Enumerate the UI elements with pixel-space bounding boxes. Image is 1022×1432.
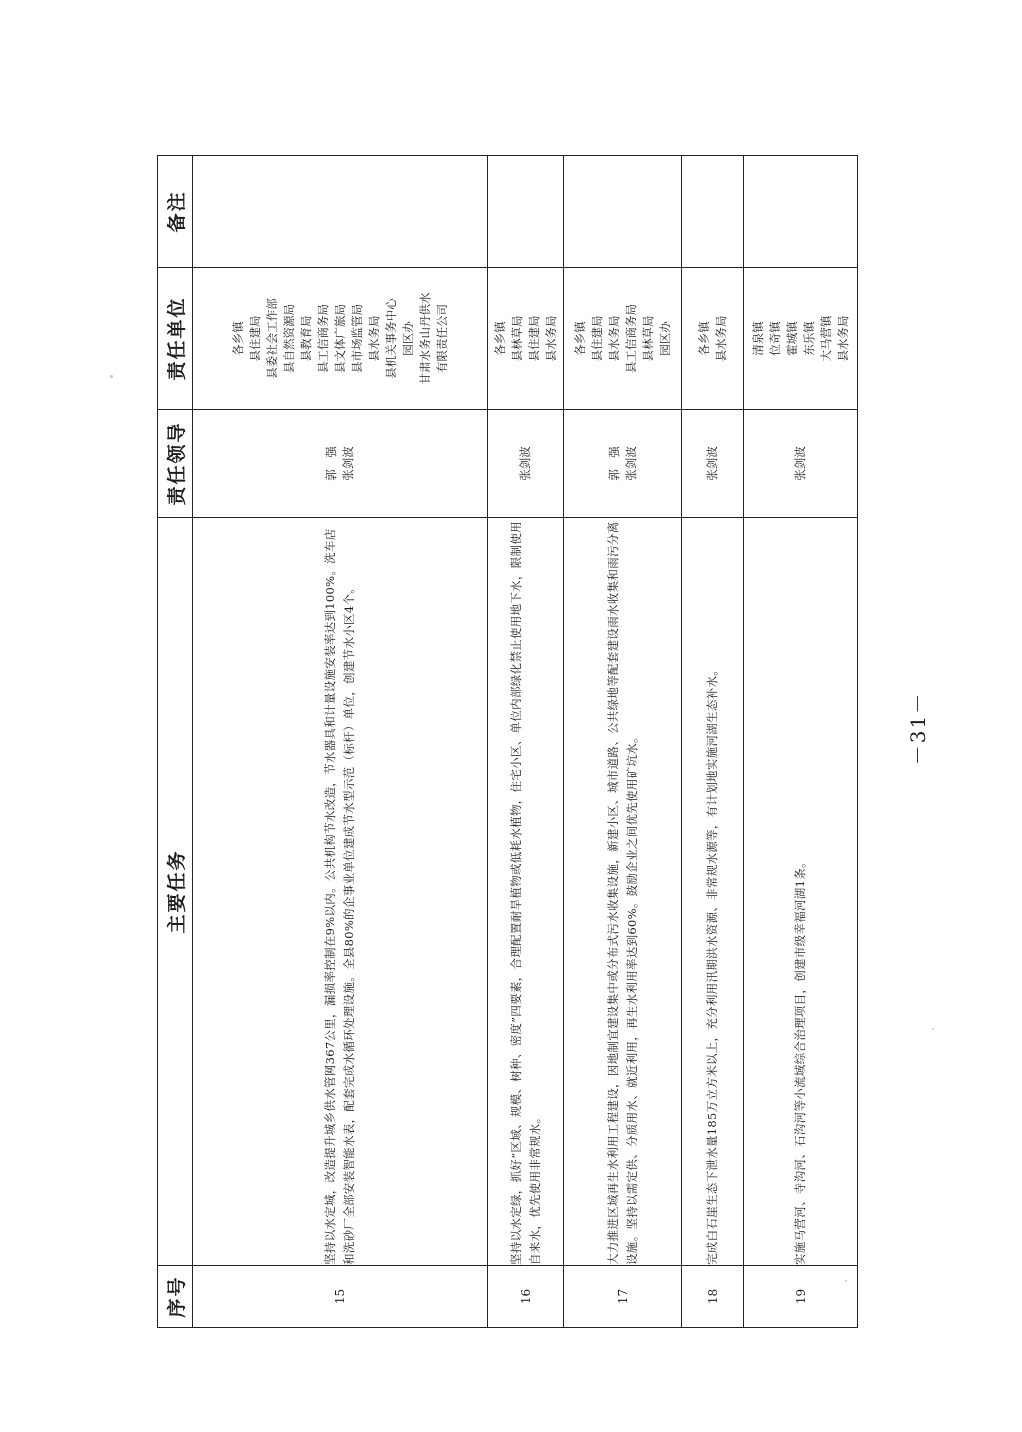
- unit-name: 各乡镇: [696, 321, 711, 356]
- row-note: [193, 156, 488, 268]
- unit-name: 县自然资源局: [281, 304, 296, 373]
- unit-name: 县住建局: [526, 315, 541, 362]
- unit-name: 县机关事务中心: [383, 298, 398, 379]
- row-task: 坚持以水定绿，抓好“区域、规模、树种、密度”四要素，合理配置耐旱植物或低耗水植物，住宅小区、单位内部绿化禁止使用地下水，限制使用自来水，优先使用非常规水。: [488, 518, 564, 1266]
- row-units: [564, 268, 682, 410]
- unit-name: 霍城镇: [784, 321, 799, 356]
- leader-name: 张剑波: [793, 446, 807, 481]
- row-leaders: [193, 410, 488, 518]
- header-seq: 序号: [158, 1266, 193, 1328]
- table-header-row: [158, 156, 193, 1328]
- row-units: [488, 268, 564, 410]
- row-seq: 17: [564, 1266, 682, 1328]
- row-task: 大力推进区域再生水利用工程建设，因地制宜建设集中或分布式污水收集设施，新建小区、城市道路、公共绿地等配套建设雨水收集和雨污分离设施。坚持以需定供、分质用水、就近利用，再生水利用率达到60%。鼓励企业之间优先使用矿坑水。: [564, 518, 682, 1266]
- leader-name: 郭 强: [324, 446, 338, 481]
- header-note: 备注: [158, 156, 193, 268]
- row-leaders: [744, 410, 858, 518]
- row-note: [488, 156, 564, 268]
- row-note: [682, 156, 744, 268]
- table-row: [193, 156, 488, 1328]
- scan-speck: [845, 1280, 847, 1282]
- row-task: 完成白石崖生态下泄水量185万立方米以上，充分利用汛期洪水资源、非常规水源等，有计划地实施河湖生态补水。: [682, 518, 744, 1266]
- header-leader: 责任领导: [158, 410, 193, 518]
- page-number: －31－: [906, 691, 931, 766]
- table-row: [564, 156, 682, 1328]
- responsibility-table: [157, 155, 858, 1328]
- row-note: [744, 156, 858, 268]
- unit-name: 县市场监管局: [349, 304, 364, 373]
- row-task: 坚持以水定城，改造提升城乡供水管网367公里，漏损率控制在9%以内。公共机构节水改造，节水器具和计量设施安装率达到100%。洗车店和洗砂厂全部安装智能水表，配套完成水循环处理设施。全县80%的企事业单位建成节水型示范（标杆）单位，创建节水小区4个。: [193, 518, 488, 1266]
- unit-name: 县水务局: [606, 315, 621, 362]
- leader-name: 张剑波: [705, 446, 719, 481]
- table-row: [488, 156, 564, 1328]
- unit-name: 县住建局: [589, 315, 604, 362]
- row-units: [682, 268, 744, 410]
- unit-name: 县水务局: [713, 315, 728, 362]
- unit-name: 各乡镇: [230, 321, 245, 356]
- row-seq: 16: [488, 1266, 564, 1328]
- header-task: 主要任务: [158, 518, 193, 1266]
- row-leaders: [564, 410, 682, 518]
- scan-speck: [932, 1028, 934, 1030]
- unit-name: 县工信商务局: [623, 304, 638, 373]
- scan-speck: [110, 375, 113, 378]
- unit-name: 东乐镇: [801, 321, 816, 356]
- row-leaders: [682, 410, 744, 518]
- unit-name: 县水务局: [543, 315, 558, 362]
- unit-name: 县林草局: [509, 315, 524, 362]
- table-row: [682, 156, 744, 1328]
- unit-name: 大马营镇: [818, 315, 833, 362]
- unit-name: 县工信商务局: [315, 304, 330, 373]
- unit-name: 各乡镇: [572, 321, 587, 356]
- unit-name: 县住建局: [247, 315, 262, 362]
- unit-name: 县水务局: [366, 315, 381, 362]
- leader-name: 张剑波: [341, 446, 355, 481]
- row-units: [193, 268, 488, 410]
- unit-name: 清泉镇: [750, 321, 765, 356]
- unit-name: 县委社会工作部: [264, 298, 279, 379]
- rotated-table-container: [157, 156, 850, 1328]
- unit-name: 县水务局: [835, 315, 850, 362]
- row-note: [564, 156, 682, 268]
- row-seq: 15: [193, 1266, 488, 1328]
- leader-name: 张剑波: [518, 446, 532, 481]
- leader-name: 郭 强: [606, 446, 621, 481]
- row-seq: 18: [682, 1266, 744, 1328]
- unit-name: 县文体广旅局: [332, 304, 347, 373]
- unit-name: 各乡镇: [492, 321, 507, 356]
- leader-name: 张剑波: [623, 446, 638, 481]
- row-seq: 19: [744, 1266, 858, 1328]
- unit-name: 园区办: [657, 321, 672, 356]
- row-leaders: [488, 410, 564, 518]
- header-unit: 责任单位: [158, 268, 193, 410]
- row-units: [744, 268, 858, 410]
- unit-name: 园区办: [400, 321, 415, 356]
- table-row: [744, 156, 858, 1328]
- unit-name: 县林草局: [640, 315, 655, 362]
- unit-name: 县教育局: [298, 315, 313, 362]
- row-task: 实施马营河、寺沟河、石沟河等小流域综合治理项目，创建市级幸福河湖1条。: [744, 518, 858, 1266]
- unit-name: 位奇镇: [767, 321, 782, 356]
- unit-name: 甘肃水务山丹供水: [417, 292, 432, 385]
- unit-name: 有限责任公司: [434, 304, 449, 373]
